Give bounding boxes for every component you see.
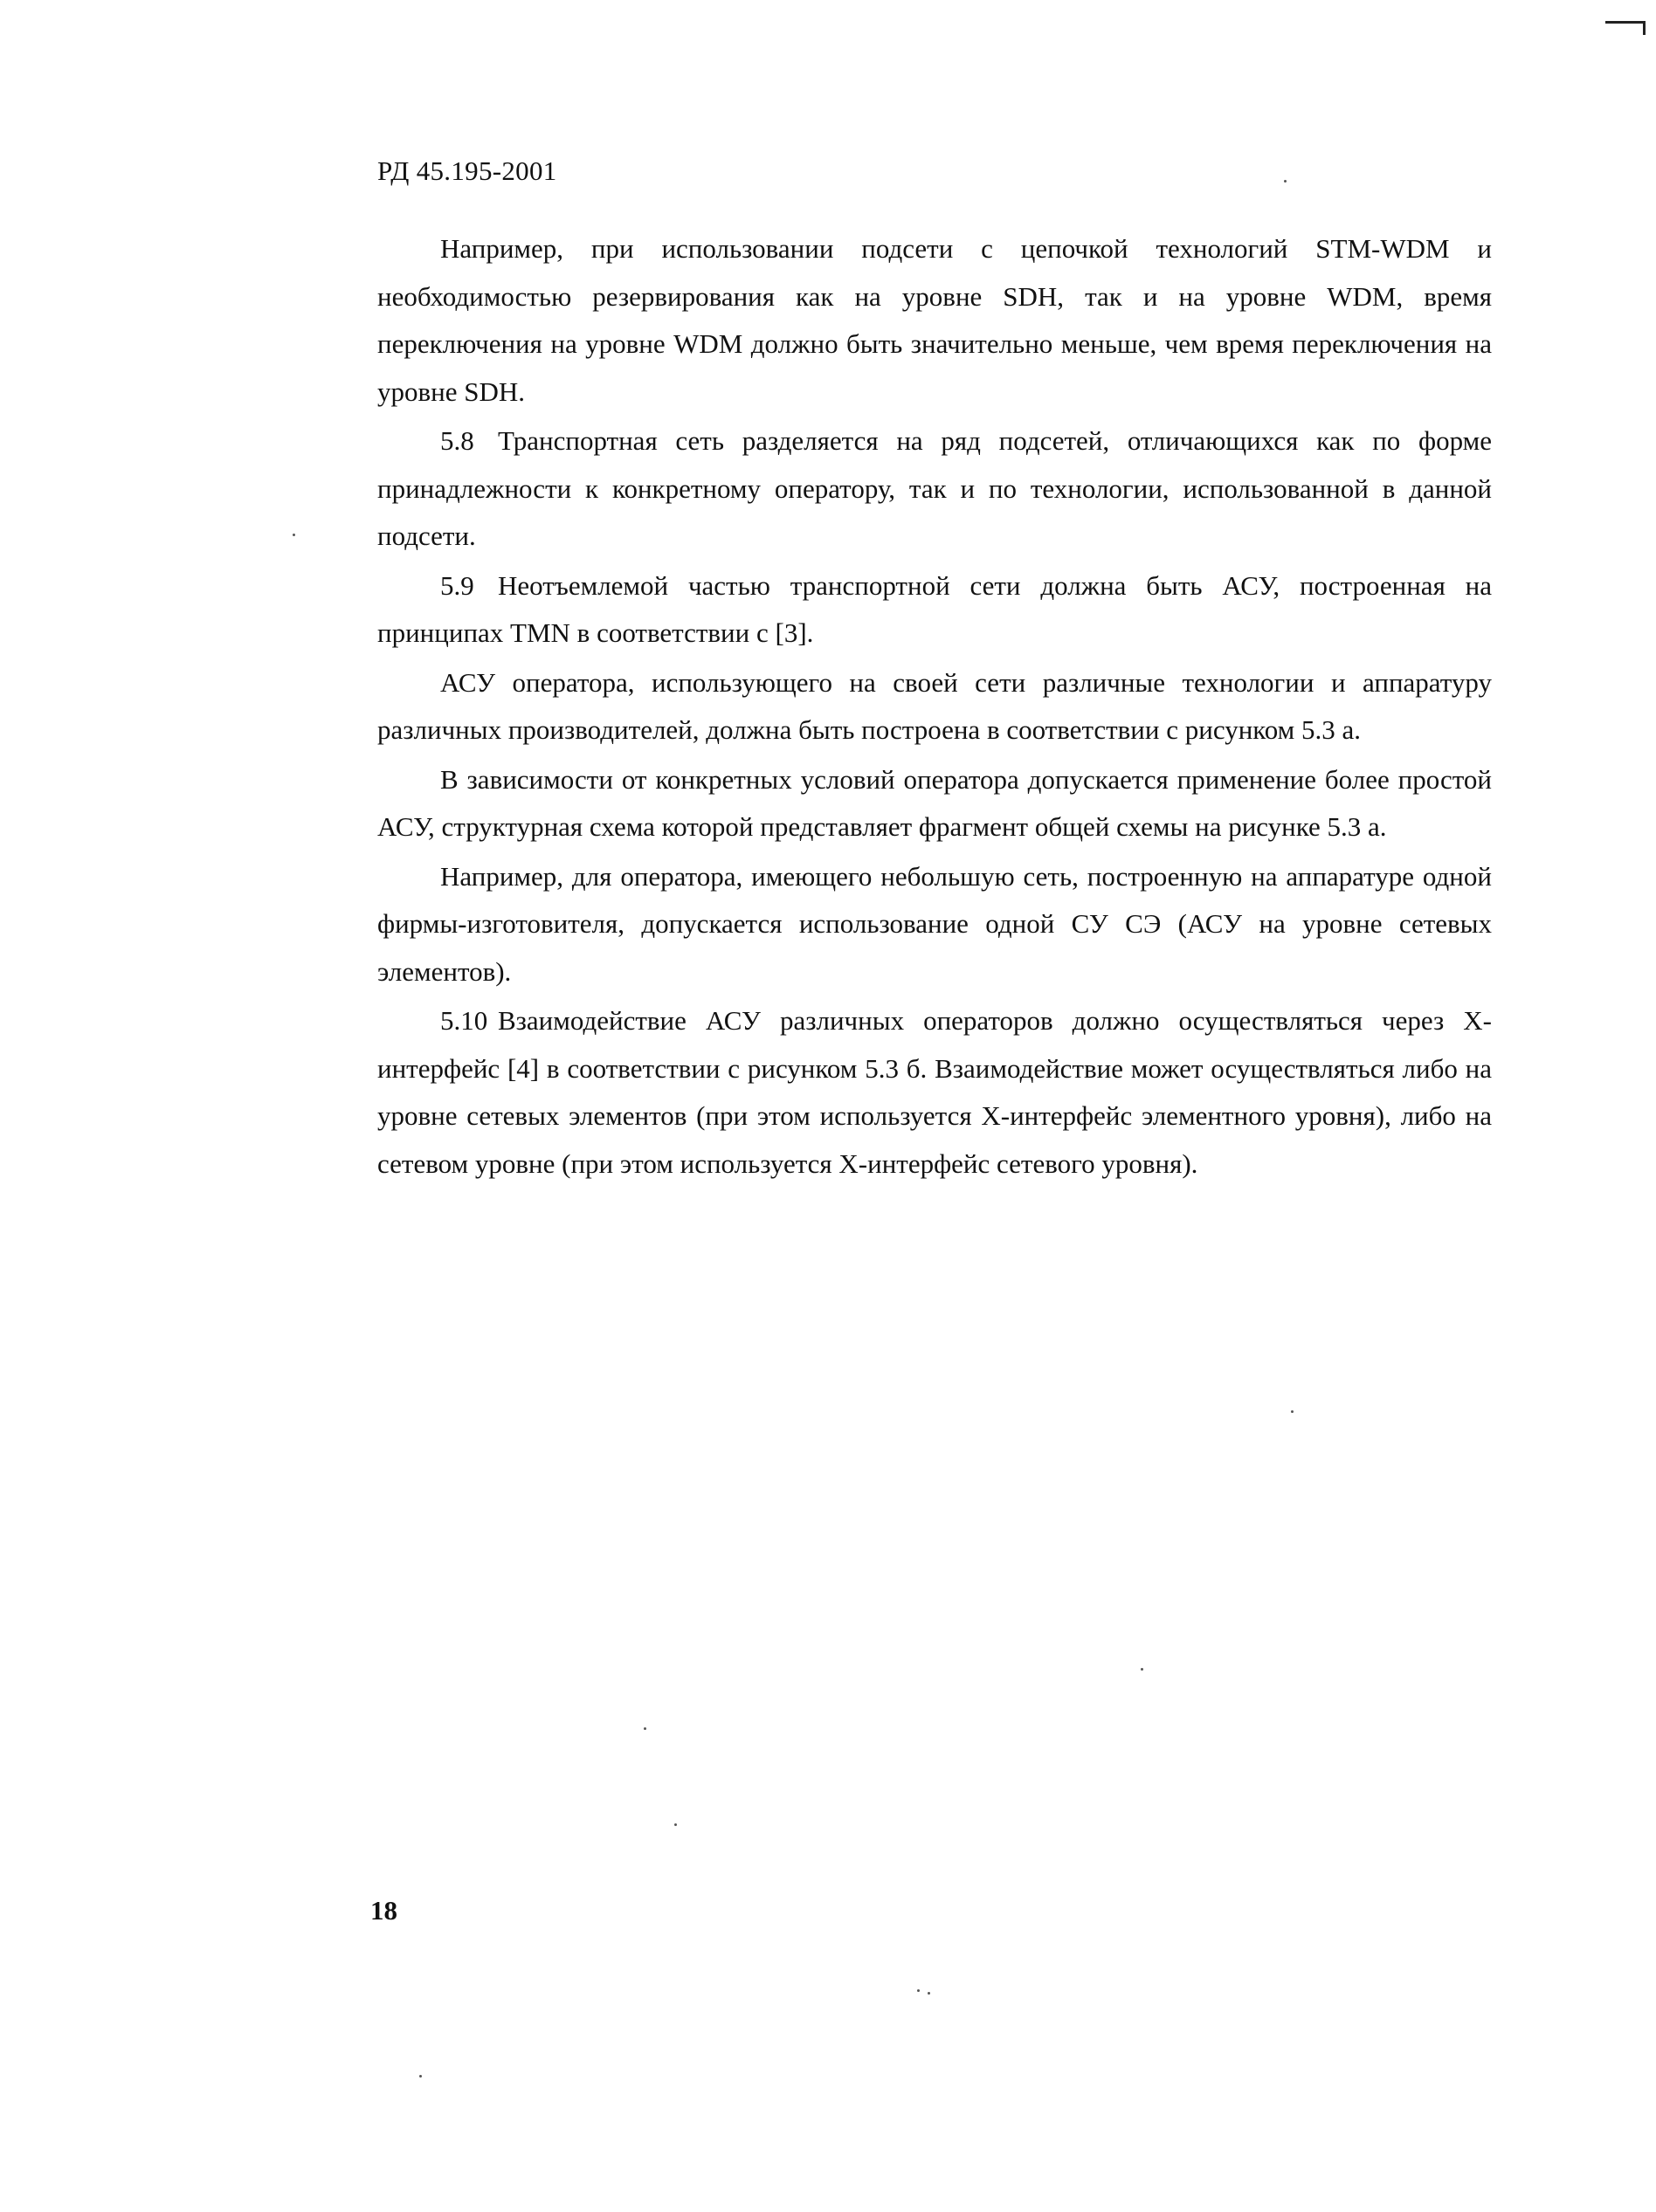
- paragraph-text: АСУ оператора, использующего на своей сети различные технологии и аппаратуру различных производителей, должна быть построена в соответствии с рисунком 5.3 а.: [377, 666, 1492, 745]
- paragraph: [377, 853, 1492, 997]
- paragraph-text: Взаимодействие АСУ различных операторов должно осуществляться через X-интерфейс [4] в соответствии с рисунком 5.3 б. Взаимодействие может осуществляться либо на уровне сетевых элементов (при этом используется X-интерфейс элементного уровня), либо на сетевом уровне (при этом используется X-интерфейс сетевого уровня).: [377, 1005, 1492, 1179]
- body-text: [377, 225, 1492, 1189]
- scan-corner-mark: [1605, 21, 1646, 41]
- paragraph-text: Например, при использовании подсети с цепочкой технологий STM-WDM и необходимостью резервирования как на уровне SDH, так и на уровне WDM, время переключения на уровне WDM должно быть значительно меньше, чем время переключения на уровне SDH.: [377, 233, 1492, 407]
- paragraph: [377, 659, 1492, 755]
- scan-speck: [293, 534, 295, 536]
- paragraph-5-8: [377, 417, 1492, 562]
- document-code-header: РД 45.195-2001: [377, 155, 557, 186]
- paragraph-text: В зависимости от конкретных условий оператора допускается применение более простой АСУ, структурная схема которой представляет фрагмент общей схемы на рисунке 5.3 а.: [377, 763, 1492, 842]
- scan-speck: [419, 2075, 422, 2078]
- scan-speck: [674, 1823, 677, 1826]
- paragraph-text: Неотъемлемой частью транспортной сети должна быть АСУ, построенная на принципах TMN в соответствии с [3].: [377, 569, 1492, 648]
- scan-speck: [1291, 1410, 1294, 1413]
- paragraph: [377, 756, 1492, 852]
- paragraph-number: 5.8: [440, 425, 474, 456]
- scan-speck: [644, 1727, 646, 1730]
- paragraph-text: Транспортная сеть разделяется на ряд подсетей, отличающихся как по форме принадлежности к конкретному оператору, так и по технологии, использованной в данной подсети.: [377, 425, 1492, 551]
- scan-speck: [1284, 180, 1287, 183]
- paragraph: [377, 225, 1492, 417]
- paragraph-5-10: [377, 997, 1492, 1189]
- scan-speck: [917, 1989, 920, 1992]
- paragraph-number: 5.9: [440, 569, 474, 601]
- paragraph-5-9: [377, 562, 1492, 658]
- paragraph-number: 5.10: [440, 1005, 488, 1036]
- scan-speck: [1141, 1668, 1143, 1671]
- page-number: 18: [370, 1895, 397, 1926]
- paragraph-text: Например, для оператора, имеющего небольшую сеть, построенную на аппаратуре одной фирмы-изготовителя, допускается использование одной СУ СЭ (АСУ на уровне сетевых элементов).: [377, 860, 1492, 987]
- scan-speck: [928, 1992, 930, 1995]
